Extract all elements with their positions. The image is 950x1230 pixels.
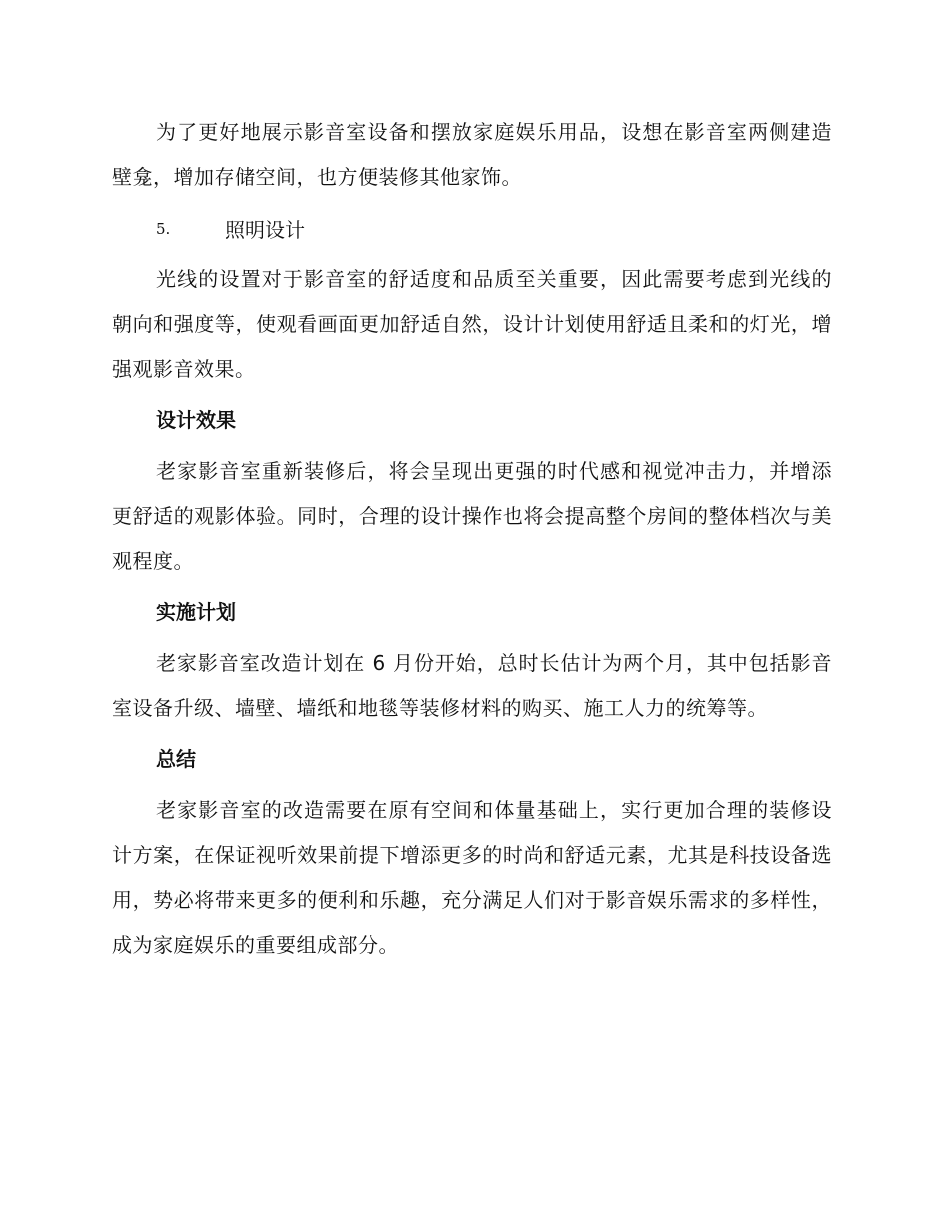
paragraph-implementation-plan: 老家影音室改造计划在 6 月份开始，总时长估计为两个月，其中包括影音室设备升级、墙壁、墙纸和地毯等装修材料的购买、施工人力的统筹等。: [112, 651, 832, 720]
paragraph-storage: 为了更好地展示影音室设备和摆放家庭娱乐用品，设想在影音室两侧建造壁龛，增加存储空间，也方便装修其他家饰。: [112, 120, 832, 189]
item-title: 照明设计: [225, 218, 305, 242]
numbered-heading-lighting: [112, 206, 832, 251]
heading-summary: 总结: [156, 747, 196, 771]
paragraph-lighting: 光线的设置对于影音室的舒适度和品质至关重要，因此需要考虑到光线的朝向和强度等，使观看画面更加舒适自然，设计计划使用舒适且柔和的灯光，增强观影音效果。: [112, 267, 832, 381]
item-number: 5.: [156, 219, 171, 238]
document-body: [112, 110, 832, 968]
heading-design-effect: 设计效果: [156, 408, 236, 432]
heading-implementation-plan: 实施计划: [156, 600, 236, 624]
paragraph-summary: 老家影音室的改造需要在原有空间和体量基础上，实行更加合理的装修设计方案，在保证视听效果前提下增添更多的时尚和舒适元素，尤其是科技设备选用，势必将带来更多的便利和乐趣，充分满足人们对于影音娱乐需求的多样性，成为家庭娱乐的重要组成部分。: [112, 798, 832, 957]
paragraph-design-effect: 老家影音室重新装修后，将会呈现出更强的时代感和视觉冲击力，并增添更舒适的观影体验。同时，合理的设计操作也将会提高整个房间的整体档次与美观程度。: [112, 459, 832, 573]
